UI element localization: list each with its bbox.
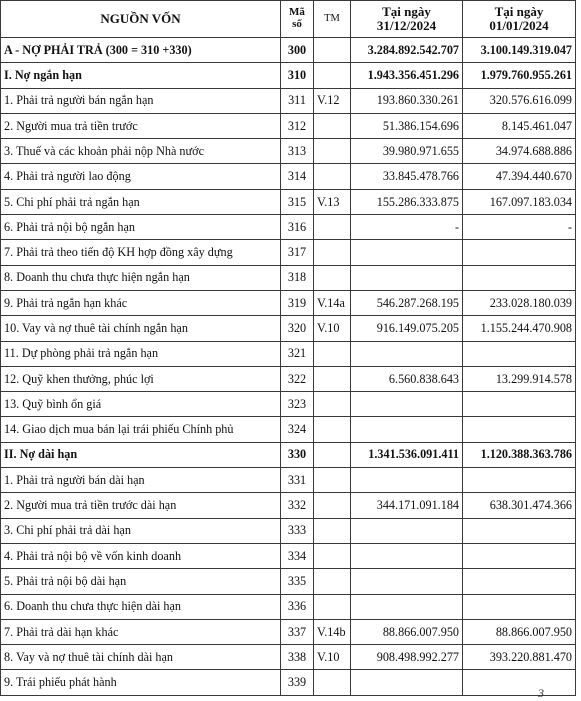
row-value-2024-01-01: 34.974.688.886 [463,139,576,164]
row-code: 331 [281,468,314,493]
row-note [314,113,351,138]
row-value-2024-01-01: 13.299.914.578 [463,366,576,391]
row-name: 8. Doanh thu chưa thực hiện ngắn hạn [1,265,281,290]
row-value-2024-01-01: 1.155.244.470.908 [463,316,576,341]
row-value-2024-12-31: 916.149.075.205 [351,316,463,341]
row-value-2024-12-31: 88.866.007.950 [351,619,463,644]
row-value-2024-12-31: 344.171.091.184 [351,493,463,518]
row-value-2024-01-01 [463,670,576,695]
row-value-2024-01-01 [463,240,576,265]
row-note [314,670,351,695]
row-code: 332 [281,493,314,518]
row-code: 311 [281,88,314,113]
row-value-2024-12-31: 546.287.268.195 [351,290,463,315]
row-value-2024-12-31 [351,417,463,442]
row-value-2024-01-01: 167.097.183.034 [463,189,576,214]
row-value-2024-01-01 [463,468,576,493]
header-col-2024-01-01: Tại ngày 01/01/2024 [463,1,576,38]
row-name: 11. Dự phòng phải trả ngắn hạn [1,341,281,366]
row-value-2024-12-31: 6.560.838.643 [351,366,463,391]
row-code: 318 [281,265,314,290]
table-row [1,240,576,265]
row-note [314,38,351,63]
row-value-2024-01-01: 638.301.474.366 [463,493,576,518]
row-name: 13. Quỹ bình ổn giá [1,392,281,417]
row-code: 323 [281,392,314,417]
row-note [314,569,351,594]
row-code: 324 [281,417,314,442]
header-col-2024-12-31: Tại ngày 31/12/2024 [351,1,463,38]
row-value-2024-12-31 [351,594,463,619]
row-code: 310 [281,63,314,88]
table-row [1,518,576,543]
row-code: 315 [281,189,314,214]
row-value-2024-01-01 [463,518,576,543]
row-note [314,392,351,417]
row-value-2024-01-01 [463,594,576,619]
row-code: 337 [281,619,314,644]
row-code: 319 [281,290,314,315]
row-name: A - NỢ PHẢI TRẢ (300 = 310 +330) [1,38,281,63]
row-value-2024-01-01 [463,341,576,366]
table-row [1,316,576,341]
row-value-2024-01-01 [463,543,576,568]
row-name: 14. Giao dịch mua bán lại trái phiếu Chính phủ [1,417,281,442]
row-value-2024-12-31 [351,265,463,290]
row-name: 10. Vay và nợ thuê tài chính ngắn hạn [1,316,281,341]
row-value-2024-12-31: 193.860.330.261 [351,88,463,113]
row-name: 2. Người mua trả tiền trước [1,113,281,138]
row-note [314,493,351,518]
row-name: 2. Người mua trả tiền trước dài hạn [1,493,281,518]
row-code: 317 [281,240,314,265]
row-value-2024-01-01: - [463,215,576,240]
row-value-2024-12-31 [351,543,463,568]
row-note [314,215,351,240]
row-note [314,139,351,164]
row-code: 320 [281,316,314,341]
row-note [314,594,351,619]
table-row [1,569,576,594]
row-value-2024-12-31: 908.498.992.277 [351,645,463,670]
row-value-2024-12-31: 39.980.971.655 [351,139,463,164]
row-code: 314 [281,164,314,189]
row-value-2024-12-31 [351,240,463,265]
row-name: 9. Trái phiếu phát hành [1,670,281,695]
row-name: 4. Phải trả người lao động [1,164,281,189]
row-code: 333 [281,518,314,543]
row-value-2024-01-01 [463,569,576,594]
row-name: 12. Quỹ khen thưởng, phúc lợi [1,366,281,391]
table-row [1,392,576,417]
row-note [314,468,351,493]
row-note: V.10 [314,645,351,670]
row-value-2024-12-31 [351,670,463,695]
row-note [314,164,351,189]
row-value-2024-01-01: 393.220.881.470 [463,645,576,670]
row-value-2024-01-01 [463,417,576,442]
table-row [1,113,576,138]
row-value-2024-01-01: 88.866.007.950 [463,619,576,644]
table-row [1,265,576,290]
row-value-2024-12-31: 33.845.478.766 [351,164,463,189]
table-header-row [1,1,576,38]
row-value-2024-01-01: 8.145.461.047 [463,113,576,138]
row-name: 5. Chi phí phải trả ngắn hạn [1,189,281,214]
row-value-2024-01-01 [463,265,576,290]
row-name: 3. Thuế và các khoản phải nộp Nhà nước [1,139,281,164]
row-name: II. Nợ dài hạn [1,442,281,467]
row-value-2024-01-01: 1.979.760.955.261 [463,63,576,88]
row-note [314,518,351,543]
row-name: 6. Phải trả nội bộ ngắn hạn [1,215,281,240]
row-name: 1. Phải trả người bán ngắn hạn [1,88,281,113]
table-row [1,645,576,670]
row-name: I. Nợ ngắn hạn [1,63,281,88]
table-row [1,215,576,240]
header-code: Mã số [281,1,314,38]
table-row [1,417,576,442]
row-name: 3. Chi phí phải trả dài hạn [1,518,281,543]
table-row [1,594,576,619]
row-note: V.13 [314,189,351,214]
row-value-2024-12-31: 3.284.892.542.707 [351,38,463,63]
row-value-2024-01-01 [463,392,576,417]
row-code: 330 [281,442,314,467]
row-note: V.10 [314,316,351,341]
row-value-2024-12-31 [351,569,463,594]
row-name: 4. Phải trả nội bộ về vốn kinh doanh [1,543,281,568]
row-code: 338 [281,645,314,670]
row-name: 7. Phải trả theo tiến độ KH hợp đồng xây dựng [1,240,281,265]
row-note: V.14b [314,619,351,644]
table-row [1,493,576,518]
table-row [1,341,576,366]
row-code: 312 [281,113,314,138]
table-row [1,366,576,391]
table-row [1,619,576,644]
row-code: 336 [281,594,314,619]
table-row [1,189,576,214]
table-row [1,88,576,113]
table-row [1,543,576,568]
row-name: 7. Phải trả dài hạn khác [1,619,281,644]
table-row [1,164,576,189]
row-note [314,543,351,568]
row-value-2024-12-31: 1.943.356.451.296 [351,63,463,88]
table-row [1,442,576,467]
row-code: 339 [281,670,314,695]
row-code: 335 [281,569,314,594]
row-value-2024-12-31 [351,518,463,543]
row-code: 321 [281,341,314,366]
table-body [1,38,576,696]
row-code: 322 [281,366,314,391]
page-number: 3 [538,686,544,700]
row-value-2024-12-31 [351,392,463,417]
row-note [314,63,351,88]
table-row [1,468,576,493]
row-value-2024-01-01: 233.028.180.039 [463,290,576,315]
table-row [1,139,576,164]
row-note: V.14a [314,290,351,315]
table-row [1,290,576,315]
row-value-2024-12-31: 1.341.536.091.411 [351,442,463,467]
row-code: 313 [281,139,314,164]
row-note [314,366,351,391]
header-note: TM [314,1,351,38]
row-name: 1. Phải trả người bán dài hạn [1,468,281,493]
row-note: V.12 [314,88,351,113]
row-name: 6. Doanh thu chưa thực hiện dài hạn [1,594,281,619]
row-code: 316 [281,215,314,240]
row-name: 5. Phải trả nội bộ dài hạn [1,569,281,594]
row-name: 9. Phải trả ngắn hạn khác [1,290,281,315]
row-value-2024-12-31 [351,468,463,493]
row-value-2024-01-01: 3.100.149.319.047 [463,38,576,63]
row-name: 8. Vay và nợ thuê tài chính dài hạn [1,645,281,670]
row-code: 300 [281,38,314,63]
row-note [314,341,351,366]
row-note [314,240,351,265]
row-note [314,417,351,442]
row-value-2024-12-31: - [351,215,463,240]
row-note [314,265,351,290]
row-value-2024-12-31 [351,341,463,366]
header-source: NGUỒN VỐN [1,1,281,38]
row-value-2024-12-31: 155.286.333.875 [351,189,463,214]
row-value-2024-01-01: 1.120.388.363.786 [463,442,576,467]
row-code: 334 [281,543,314,568]
table-row [1,670,576,695]
row-value-2024-01-01: 320.576.616.099 [463,88,576,113]
table-row [1,38,576,63]
row-note [314,442,351,467]
row-value-2024-12-31: 51.386.154.696 [351,113,463,138]
table-row [1,63,576,88]
row-value-2024-01-01: 47.394.440.670 [463,164,576,189]
